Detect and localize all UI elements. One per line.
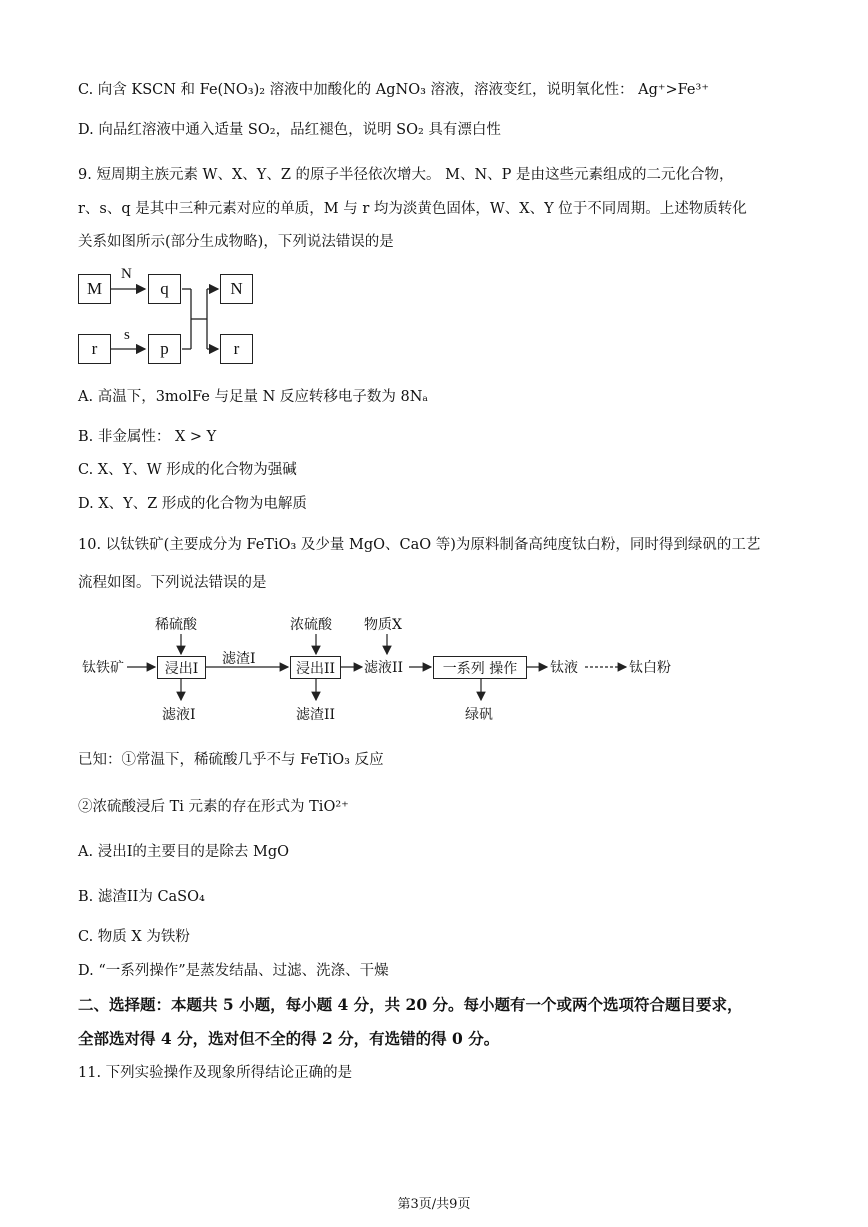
flow-series-operation: 一系列 操作 [433,656,527,679]
flow-residue-1: 滤渣I [222,651,256,667]
arrow-label-N: N [121,266,132,282]
flow-start: 钛铁矿 [82,660,124,676]
known-condition-2: ②浓硫酸浸后 Ti 元素的存在形式为 TiO²⁺ [78,799,349,815]
node-N: N [220,274,253,304]
q9-option-c: C. X、Y、W 形成的化合物为强碱 [78,462,297,478]
node-p: p [148,334,181,364]
flow-residue-2: 滤渣II [296,707,336,723]
q10-option-a: A. 浸出I的主要目的是除去 MgO [78,844,290,860]
node-q: q [148,274,181,304]
page-footer: 第3页/共9页 [397,1197,471,1212]
question-10-line1: 10. 以钛铁矿(主要成分为 FeTiO₃ 及少量 MgO、CaO 等)为原料制备高纯度钛白粉，同时得到绿矾的工艺 [78,537,761,553]
flow-substance-x: 物质X [364,617,402,633]
q10-option-d: D. “一系列操作”是蒸发结晶、过滤、洗涤、干燥 [78,963,389,979]
arrow-label-s: s [124,327,130,343]
flow-titanium-liquid: 钛液 [550,660,578,676]
flow-leach-2: 浸出II [290,656,341,679]
question-9-line2: r、s、q 是其中三种元素对应的单质，M 与 r 均为淡黄色固体，W、X、Y 位于不同周期。上述物质转化 [78,201,747,217]
question-10-line2: 流程如图。下列说法错误的是 [78,575,267,591]
option-d-q8: D. 向品红溶液中通入适量 SO₂，品红褪色，说明 SO₂ 具有漂白性 [78,122,501,138]
question-11: 11. 下列实验操作及现象所得结论正确的是 [78,1065,353,1081]
q10-option-c: C. 物质 X 为铁粉 [78,929,190,945]
question-9-line1: 9. 短周期主族元素 W、X、Y、Z 的原子半径依次增大。 M、N、P 是由这些元素组成的二元化合物， [78,167,734,183]
flow-filtrate-1: 滤液I [162,707,196,723]
flow-green-vitriol: 绿矾 [465,707,493,723]
section-2-heading-line1: 二、选择题：本题共 5 小题，每小题 4 分，共 20 分。每小题有一个或两个选项符合题目要求， [78,995,743,1014]
flow-filtrate-2: 滤液II [364,660,404,676]
known-condition-1: 已知：①常温下，稀硫酸几乎不与 FeTiO₃ 反应 [78,752,384,768]
node-M: M [78,274,111,304]
flow-titanium-white: 钛白粉 [629,660,671,676]
flow-conc-sulfuric-acid: 浓硫酸 [290,617,332,633]
option-c-q8: C. 向含 KSCN 和 Fe(NO₃)₂ 溶液中加酸化的 AgNO₃ 溶液，溶液变红，说明氧化性： Ag⁺>Fe³⁺ [78,82,709,98]
flow-leach-1: 浸出I [157,656,206,679]
node-r-left: r [78,334,111,364]
q9-option-b: B. 非金属性： X > Y [78,429,217,445]
q9-option-d: D. X、Y、Z 形成的化合物为电解质 [78,496,307,512]
q10-option-b: B. 滤渣II为 CaSO₄ [78,889,205,905]
q9-option-a: A. 高温下，3molFe 与足量 N 反应转移电子数为 8Nₐ [78,389,429,405]
flow-dilute-sulfuric-acid: 稀硫酸 [155,617,197,633]
node-r-right: r [220,334,253,364]
question-9-line3: 关系如图所示(部分生成物略)，下列说法错误的是 [78,234,394,250]
section-2-heading-line2: 全部选对得 4 分，选对但不全的得 2 分，有选错的得 0 分。 [78,1029,500,1048]
